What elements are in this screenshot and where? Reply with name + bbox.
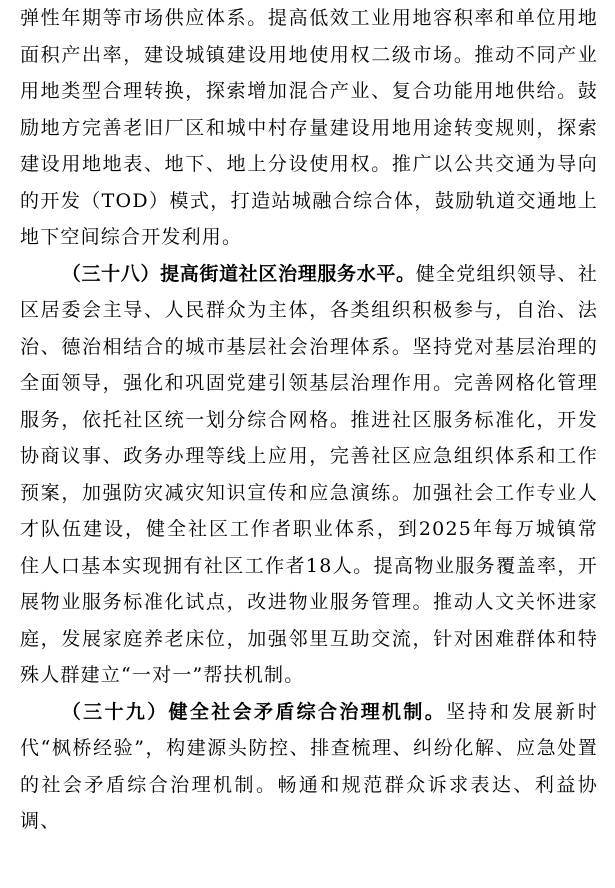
paragraph-body: 坚持和发展新时代“枫桥经验”，构建源头防控、排查梳理、纠纷化解、应急处置的社会矛盾综合治理机制。畅通和规范群众诉求表达、利益协调、 [20, 700, 598, 832]
paragraph-body: 健全党组织领导、社区居委会主导、人民群众为主体，各类组织积极参与，自治、法治、德治相结合的城市基层社会治理体系。坚持党对基层治理的全面领导，强化和巩固党建引领基层治理作用。完善网格化管理服务，依托社区统一划分综合网格。推进社区服务标准化，开发协商议事、政务办理等线上应用，完善社区应急组织体系和工作预案，加强防灾减灾知识宣传和应急演练。加强社会工作专业人才队伍建设，健全社区工作者职业体系，到2025年每万城镇常住人口基本实现拥有社区工作者18人。提高物业服务覆盖率，开展物业服务标准化试点，改进物业服务管理。推动人文关怀进家庭，发展家庭养老床位，加强邻里互助交流，针对困难群体和特殊人群建立“一对一”帮扶机制。 [20, 262, 598, 686]
paragraph-land-use [20, 0, 598, 256]
paragraph-community-governance [20, 256, 598, 694]
section-heading: （三十九）健全社会矛盾综合治理机制。 [61, 700, 447, 723]
paragraph-conflict-resolution [20, 694, 598, 840]
section-heading: （三十八）提高街道社区治理服务水平。 [61, 262, 416, 285]
document-page [20, 0, 598, 840]
paragraph-body: 弹性年期等市场供应体系。提高低效工业用地容积率和单位用地面积产出率，建设城镇建设用地使用权二级市场。推动不同产业用地类型合理转换，探索增加混合产业、复合功能用地供给。鼓励地方完善老旧厂区和城中村存量建设用地用途转变规则，探索建设用地地表、地下、地上分设使用权。推广以公共交通为导向的开发（TOD）模式，打造站城融合综合体，鼓励轨道交通地上地下空间综合开发利用。 [20, 7, 598, 248]
